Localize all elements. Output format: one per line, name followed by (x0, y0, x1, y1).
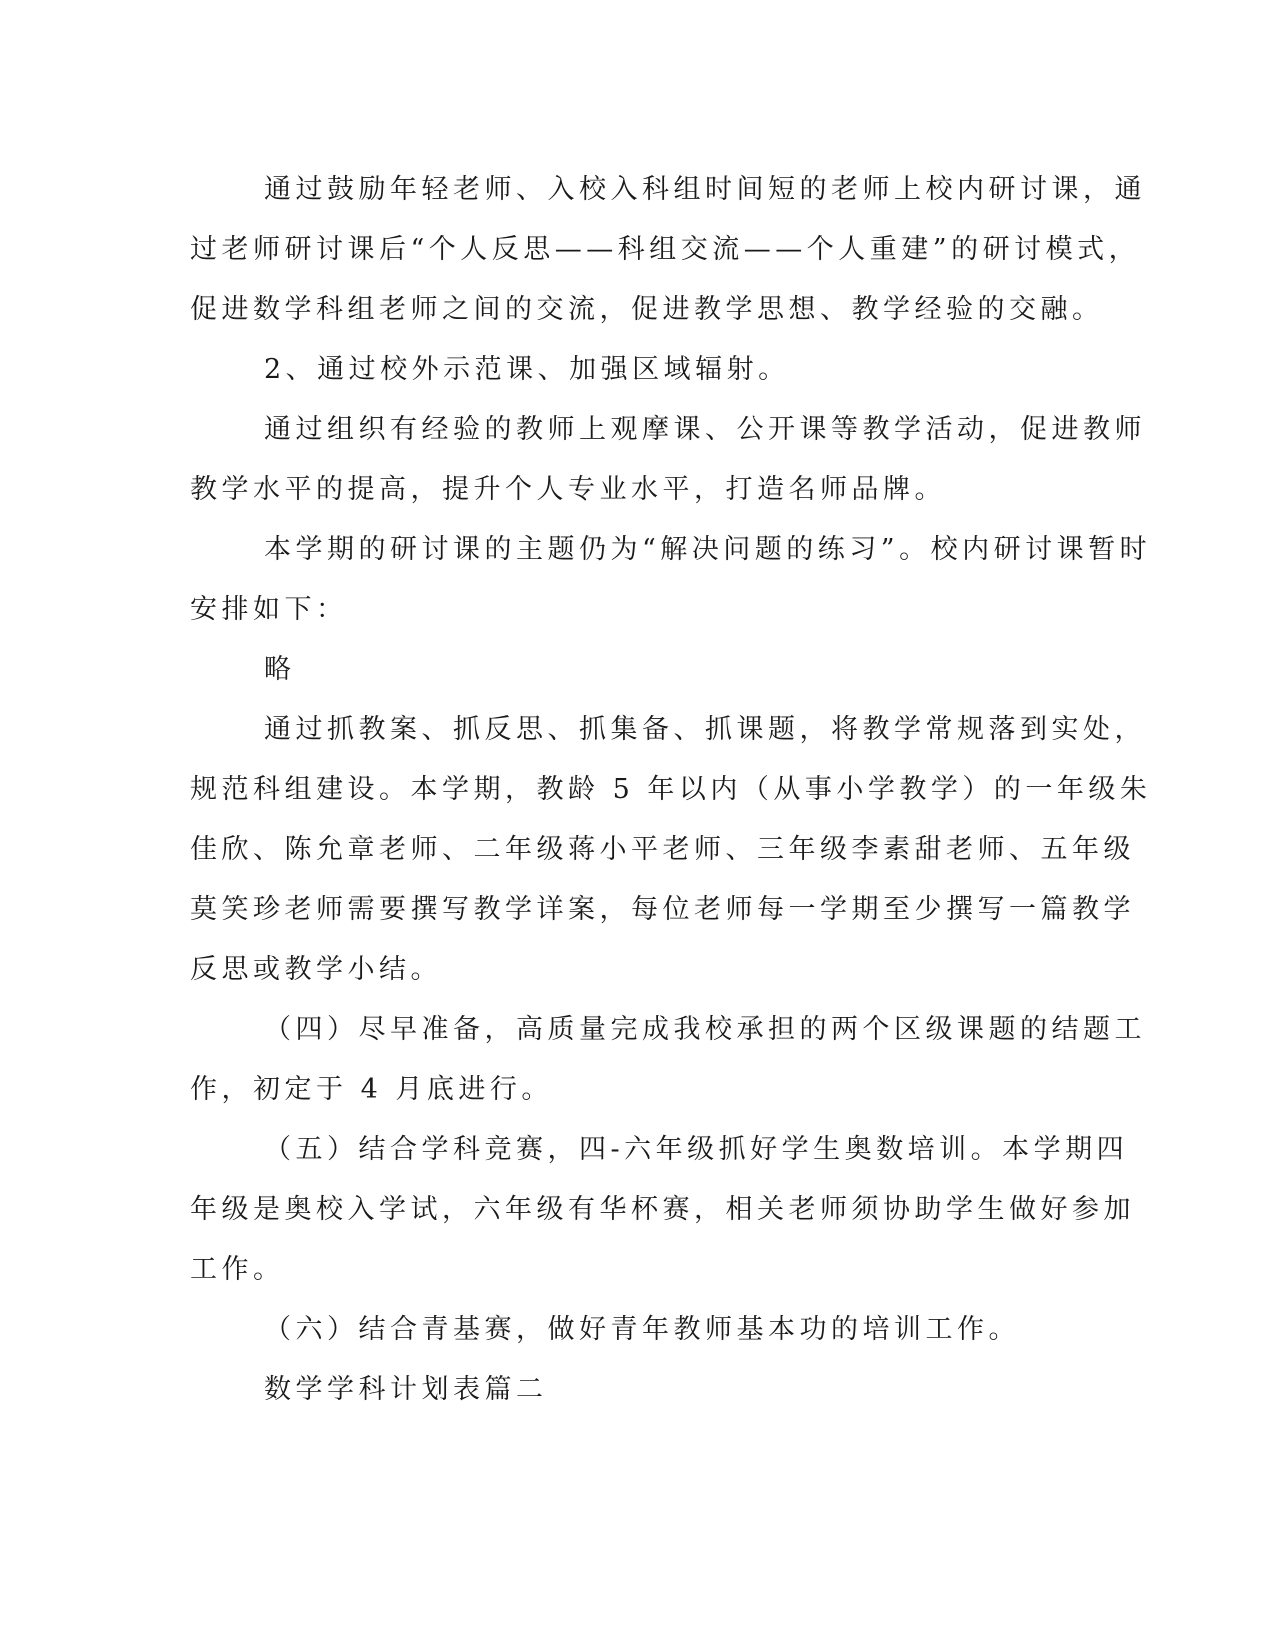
text-line: 略 (264, 654, 296, 685)
text-line: 莫笑珍老师需要撰写教学详案，每位老师每一学期至少撰写一篇教学 (190, 894, 1135, 925)
document-body (190, 160, 1152, 1420)
text-line: 通过鼓励年轻老师、入校入科组时间短的老师上校内研讨课，通 (264, 174, 1146, 205)
text-line: 2、通过校外示范课、加强区域辐射。 (264, 354, 790, 385)
text-line: 本学期的研讨课的主题仍为“解决问题的练习”。校内研讨课暂时 (264, 534, 1152, 565)
text-line: 规范科组建设。本学期，教龄 5 年以内（从事小学教学）的一年级朱 (190, 774, 1152, 805)
paragraph-item-five (190, 1120, 1135, 1300)
paragraph-teaching-routine (190, 700, 1152, 1000)
text-line: 通过组织有经验的教师上观摩课、公开课等教学活动，促进教师 (264, 414, 1146, 445)
paragraph-school-research-lessons (190, 160, 1146, 340)
section-title: 数学学科计划表篇二 (264, 1374, 548, 1405)
text-line: 佳欣、陈允章老师、二年级蒋小平老师、三年级李素甜老师、五年级 (190, 834, 1135, 865)
text-line: （五）结合学科竞赛，四-六年级抓好学生奥数培训。本学期四 (264, 1134, 1129, 1165)
paragraph-omitted (190, 640, 1080, 700)
text-line: 教学水平的提高，提升个人专业水平，打造名师品牌。 (190, 474, 946, 505)
paragraph-heading-demo-lessons (190, 340, 1080, 400)
text-line: 反思或教学小结。 (190, 954, 442, 985)
text-line: 工作。 (190, 1254, 285, 1285)
paragraph-item-six (190, 1300, 1080, 1360)
paragraph-section-title (190, 1360, 1080, 1420)
paragraph-research-theme (190, 520, 1152, 640)
text-line: （六）结合青基赛，做好青年教师基本功的培训工作。 (264, 1314, 1020, 1345)
text-line: （四）尽早准备，高质量完成我校承担的两个区级课题的结题工 (264, 1014, 1146, 1045)
text-line: 过老师研讨课后“个人反思——科组交流——个人重建”的研讨模式， (190, 234, 1141, 265)
paragraph-item-four (190, 1000, 1146, 1120)
text-line: 通过抓教案、抓反思、抓集备、抓课题，将教学常规落到实处， (264, 714, 1146, 745)
text-line: 安排如下： (190, 594, 348, 625)
text-line: 促进数学科组老师之间的交流，促进教学思想、教学经验的交融。 (190, 294, 1104, 325)
text-line: 年级是奥校入学试，六年级有华杯赛，相关老师须协助学生做好参加 (190, 1194, 1135, 1225)
paragraph-observation-lessons (190, 400, 1146, 520)
text-line: 作，初定于 4 月底进行。 (190, 1074, 553, 1105)
